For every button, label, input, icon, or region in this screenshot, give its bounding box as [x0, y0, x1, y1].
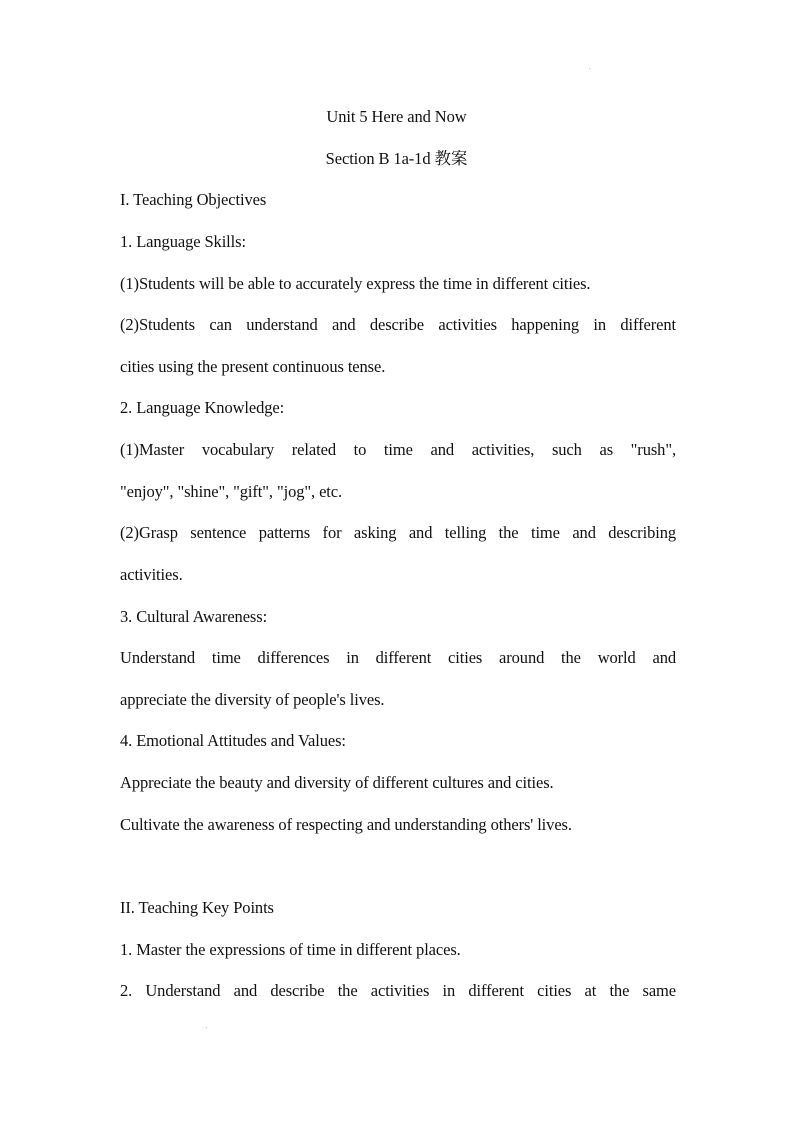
paragraph-line: (1)Master vocabulary related to time and activities, such as "rush",	[120, 440, 676, 459]
paragraph-line: (2)Grasp sentence patterns for asking and telling the time and describing	[120, 523, 676, 542]
subheading-emotional-attitudes: 4. Emotional Attitudes and Values:	[120, 731, 346, 750]
section-heading-teaching-objectives: I. Teaching Objectives	[120, 190, 267, 209]
list-item: 1. Master the expressions of time in different places.	[120, 940, 461, 959]
paragraph-line: Understand time differences in different cities around the world and	[120, 648, 676, 667]
paragraph-line: (2)Students can understand and describe activities happening in different	[120, 315, 676, 334]
paragraph-line: cities using the present continuous tense.	[120, 357, 386, 376]
paragraph-line: appreciate the diversity of people's lives.	[120, 690, 385, 709]
scan-speck	[589, 68, 590, 69]
paragraph-line: (1)Students will be able to accurately express the time in different cities.	[120, 274, 591, 293]
subheading-language-knowledge: 2. Language Knowledge:	[120, 398, 285, 417]
paragraph-line: Cultivate the awareness of respecting and understanding others' lives.	[120, 815, 572, 834]
paragraph-line: activities.	[120, 565, 183, 584]
paragraph-line: Appreciate the beauty and diversity of different cultures and cities.	[120, 773, 554, 792]
subheading-cultural-awareness: 3. Cultural Awareness:	[120, 607, 268, 626]
document-title: Unit 5 Here and Now	[326, 107, 467, 126]
subheading-language-skills: 1. Language Skills:	[120, 232, 246, 251]
scan-speck	[206, 1027, 207, 1028]
list-item: 2. Understand and describe the activities in different cities at the same	[120, 981, 676, 1000]
document-subtitle: Section B 1a-1d 教案	[325, 149, 468, 168]
paragraph-line: "enjoy", "shine", "gift", "jog", etc.	[120, 482, 343, 501]
section-heading-teaching-key-points: II. Teaching Key Points	[120, 898, 274, 917]
